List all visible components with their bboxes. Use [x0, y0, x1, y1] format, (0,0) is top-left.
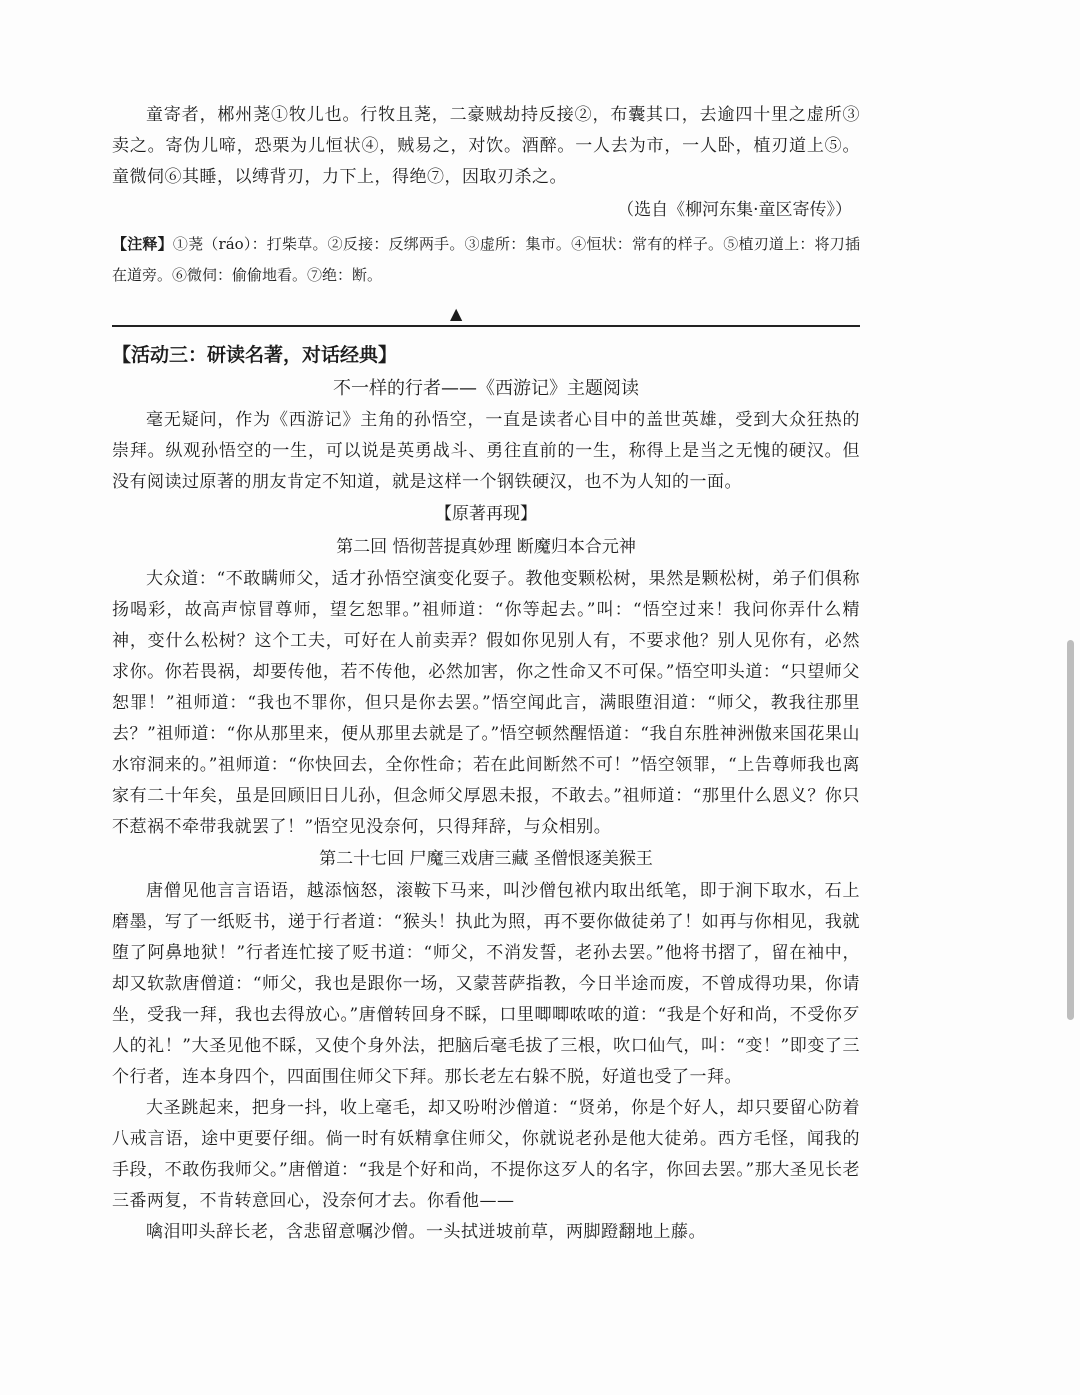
notes-label: 【注释】 [112, 235, 173, 253]
section-label: 【原著再现】 [435, 504, 537, 524]
activity-intro: 毫无疑问，作为《西游记》主角的孙悟空，一直是读者心目中的盖世英雄，受到大众狂热的崇拜。纵观孙悟空的一生，可以说是英勇战斗、勇往直前的一生，称得上是当之无愧的硬汉。但没有阅读过原著的朋友肯定不知道，就是这样一个钢铁硬汉，也不为人知的一面。 [112, 410, 860, 492]
scrollbar[interactable] [1067, 640, 1074, 1020]
activity-subtitle: 不一样的行者——《西游记》主题阅读 [333, 378, 639, 399]
chapter-2-title: 第二回 悟彻菩提真妙理 断魔归本合元神 [336, 537, 636, 557]
passage-source: （选自《柳河东集·童区寄传》） [617, 200, 852, 220]
activity-heading: 【活动三：研读名著，对话经典】 [112, 344, 398, 366]
chapter-27-title: 第二十七回 尸魔三戏唐三藏 圣僧恨逐美猴王 [319, 849, 653, 869]
divider-line [112, 325, 860, 327]
section-divider [112, 299, 860, 333]
triangle-icon: ▲ [450, 304, 463, 323]
passage-notes [112, 229, 860, 291]
document-page [112, 100, 860, 1248]
notes-text: ①荛（ráo）：打柴草。②反接：反绑两手。③虚所：集市。④恒状：常有的样子。⑤植刃道上：将刀插在道旁。⑥微伺：偷偷地看。⑦绝：断。 [112, 235, 860, 284]
chapter-27-verse: 噙泪叩头辞长老，含悲留意嘱沙僧。一头拭迸坡前草，两脚蹬翻地上藤。 [146, 1222, 706, 1242]
chapter-2-text: 大众道：“不敢瞒师父，适才孙悟空演变化耍子。教他变颗松树，果然是颗松树，弟子们俱称扬喝彩，故高声惊冒尊师，望乞恕罪。”祖师道：“你等起去。”叫：“悟空过来！我问你弄什么精神，变什么松树？这个工夫，可好在人前卖弄？假如你见别人有，不要求他？别人见你有，必然求你。你若畏祸，却要传他，若不传他，必然加害，你之性命又不可保。”悟空叩头道：“只望师父恕罪！”祖师道：“我也不罪你，但只是你去罢。”悟空闻此言，满眼堕泪道：“师父，教我往那里去？”祖师道：“你从那里来，便从那里去就是了。”悟空顿然醒悟道：“我自东胜神洲傲来国花果山水帘洞来的。”祖师道：“你快回去，全你性命；若在此间断然不可！”悟空领罪，“上告尊师我也离家有二十年矣，虽是回顾旧日儿孙，但念师父厚恩未报，不敢去。”祖师道：“那里什么恩义？你只不惹祸不牵带我就罢了！”悟空见没奈何，只得拜辞，与众相别。 [112, 569, 860, 837]
chapter-27-para-1: 唐僧见他言言语语，越添恼怒，滚鞍下马来，叫沙僧包袱内取出纸笔，即于涧下取水，石上磨墨，写了一纸贬书，递于行者道：“猴头！执此为照，再不要你做徒弟了！如再与你相见，我就堕了阿鼻地狱！”行者连忙接了贬书道：“师父，不消发誓，老孙去罢。”他将书摺了，留在袖中，却又软款唐僧道：“师父，我也是跟你一场，又蒙菩萨指教，今日半途而废，不曾成得功果，你请坐，受我一拜，我也去得放心。”唐僧转回身不睬，口里唧唧哝哝的道：“我是个好和尚，不受你歹人的礼！”大圣见他不睬，又使个身外法，把脑后毫毛拔了三根，吹口仙气，叫：“变！”即变了三个行者，连本身四个，四面围住师父下拜。那长老左右躲不脱，好道也受了一拜。 [112, 881, 860, 1087]
chapter-27-para-2: 大圣跳起来，把身一抖，收上毫毛，却又吩咐沙僧道：“贤弟，你是个好人，却只要留心防着八戒言语，途中更要仔细。倘一时有妖精拿住师父，你就说老孙是他大徒弟。西方毛怪，闻我的手段，不敢伤我师父。”唐僧道：“我是个好和尚，不提你这歹人的名字，你回去罢。”那大圣见长老三番两复，不肯转意回心，没奈何才去。你看他—— [112, 1098, 860, 1211]
passage-text: 童寄者，郴州荛①牧儿也。行牧且荛，二豪贼劫持反接②，布囊其口，去逾四十里之虚所③卖之。寄伪儿啼，恐栗为儿恒状④，贼易之，对饮。酒醉。一人去为市，一人卧，植刃道上⑤。童微伺⑥其睡，以缚背刃，力下上，得绝⑦，因取刃杀之。 [112, 105, 860, 187]
